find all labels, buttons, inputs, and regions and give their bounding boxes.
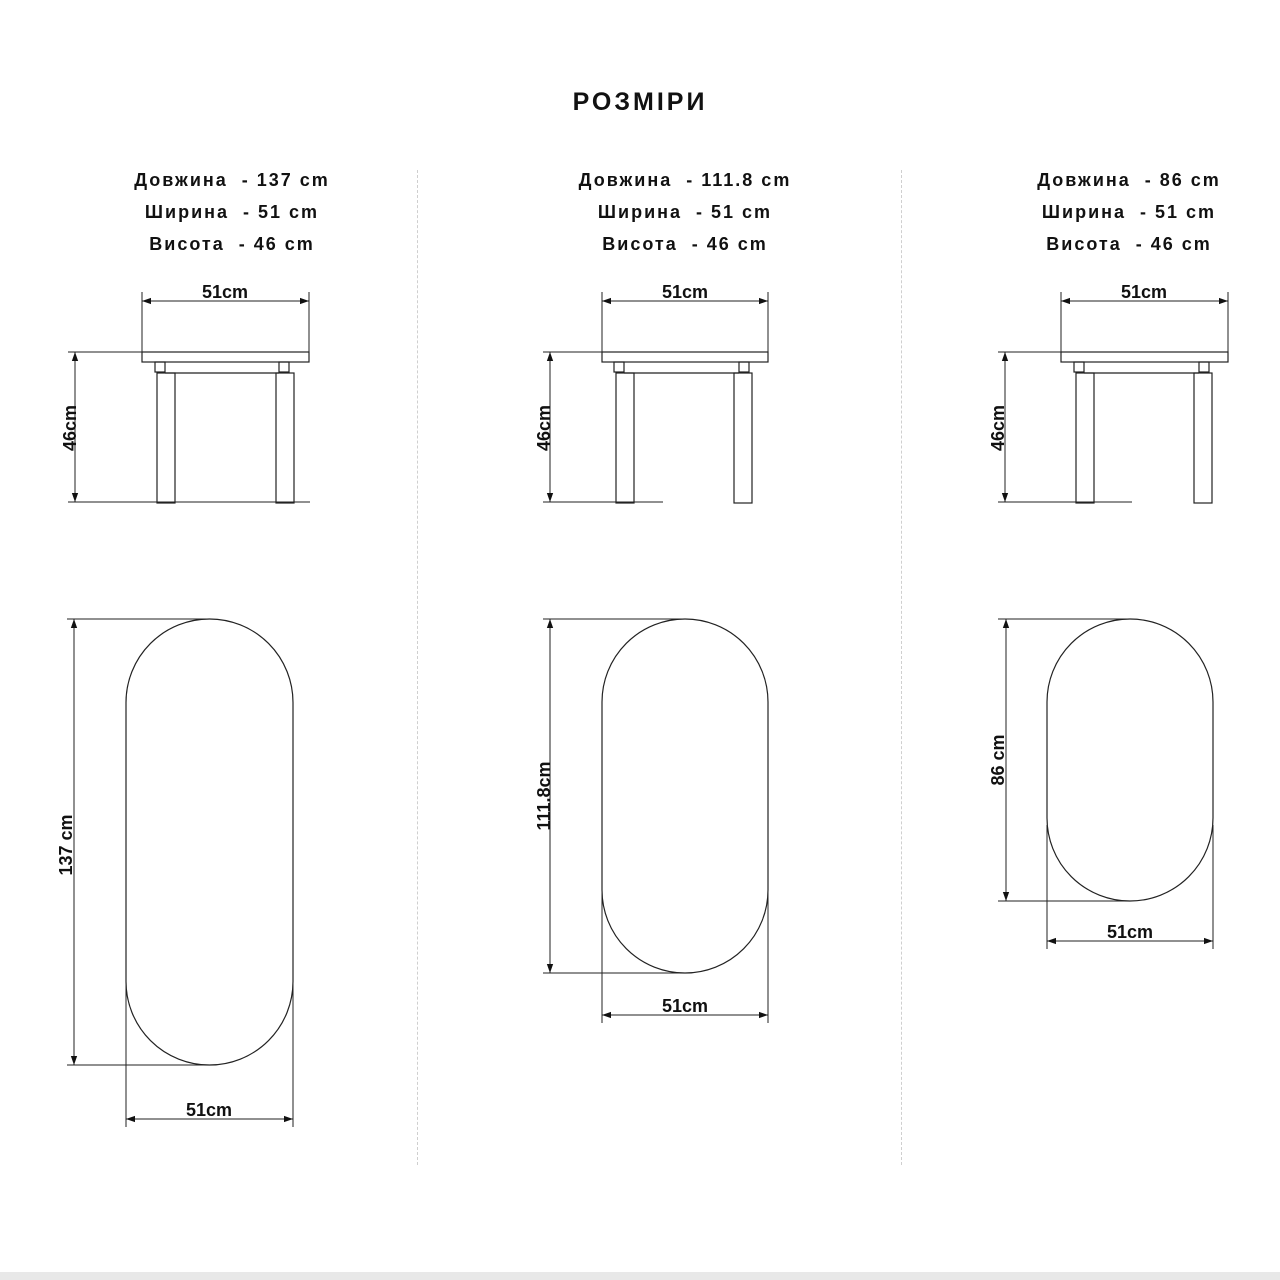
top-width-label: 51cm — [1106, 922, 1154, 942]
bench-leg — [1194, 373, 1212, 503]
bench-leg — [1076, 373, 1094, 503]
side-view-111-8 — [602, 352, 768, 503]
bench-bracket — [279, 362, 289, 372]
side-width-label: 51cm — [1120, 282, 1168, 302]
spec-value: - 111.8 cm — [686, 170, 792, 190]
spec-value: - 51 cm — [696, 202, 773, 222]
bench-leg — [616, 373, 634, 503]
spec-value: - 51 cm — [243, 202, 320, 222]
spec-value: - 46 cm — [691, 234, 768, 254]
bench-top-outline — [1047, 619, 1213, 901]
side-view-86 — [1061, 352, 1228, 503]
bench-leg — [157, 373, 175, 503]
spec-value: - 137 cm — [241, 170, 330, 190]
spec-key: Ширина — [144, 202, 230, 222]
spec-key: Довжина — [578, 170, 673, 190]
bench-seat — [1061, 352, 1228, 362]
spec-key: Висота — [1046, 234, 1122, 254]
dimension-lines-side-137 — [68, 292, 310, 502]
top-length-label: 86 cm — [988, 734, 1008, 786]
top-length-label: 137 cm — [56, 814, 76, 876]
side-height-label: 46cm — [534, 404, 554, 452]
bench-seat — [602, 352, 768, 362]
top-view-137 — [126, 619, 293, 1065]
top-width-label: 51cm — [185, 1100, 233, 1120]
spec-key: Висота — [602, 234, 678, 254]
spec-value: - 51 cm — [1140, 202, 1217, 222]
side-height-label: 46cm — [988, 404, 1008, 452]
side-view-137 — [142, 352, 309, 503]
dimension-lines-top-86 — [998, 619, 1213, 949]
spec-value: - 46 cm — [238, 234, 315, 254]
top-width-label: 51cm — [661, 996, 709, 1016]
spec-key: Ширина — [597, 202, 683, 222]
bench-seat — [142, 352, 309, 362]
bench-leg — [734, 373, 752, 503]
bench-leg — [276, 373, 294, 503]
spec-key: Ширина — [1041, 202, 1127, 222]
dimension-lines-top-111-8 — [543, 619, 768, 1023]
bench-bracket — [614, 362, 624, 372]
spec-value: - 46 cm — [1135, 234, 1212, 254]
page-title: РОЗМІРИ — [572, 88, 708, 116]
side-width-label: 51cm — [661, 282, 709, 302]
bench-top-outline — [602, 619, 768, 973]
spec-key: Висота — [149, 234, 225, 254]
bench-bracket — [1074, 362, 1084, 372]
spec-key: Довжина — [1037, 170, 1131, 190]
top-length-label: 111.8cm — [534, 761, 554, 831]
bench-bracket — [1199, 362, 1209, 372]
top-view-111-8 — [602, 619, 768, 973]
top-view-86 — [1047, 619, 1213, 901]
dimension-lines-top-137 — [67, 619, 293, 1127]
side-width-label: 51cm — [201, 282, 249, 302]
bottom-bar — [0, 1272, 1280, 1280]
bench-bracket — [739, 362, 749, 372]
side-height-label: 46cm — [60, 404, 80, 452]
spec-value: - 86 cm — [1144, 170, 1221, 190]
spec-key: Довжина — [134, 170, 228, 190]
bench-bracket — [155, 362, 165, 372]
bench-top-outline — [126, 619, 293, 1065]
